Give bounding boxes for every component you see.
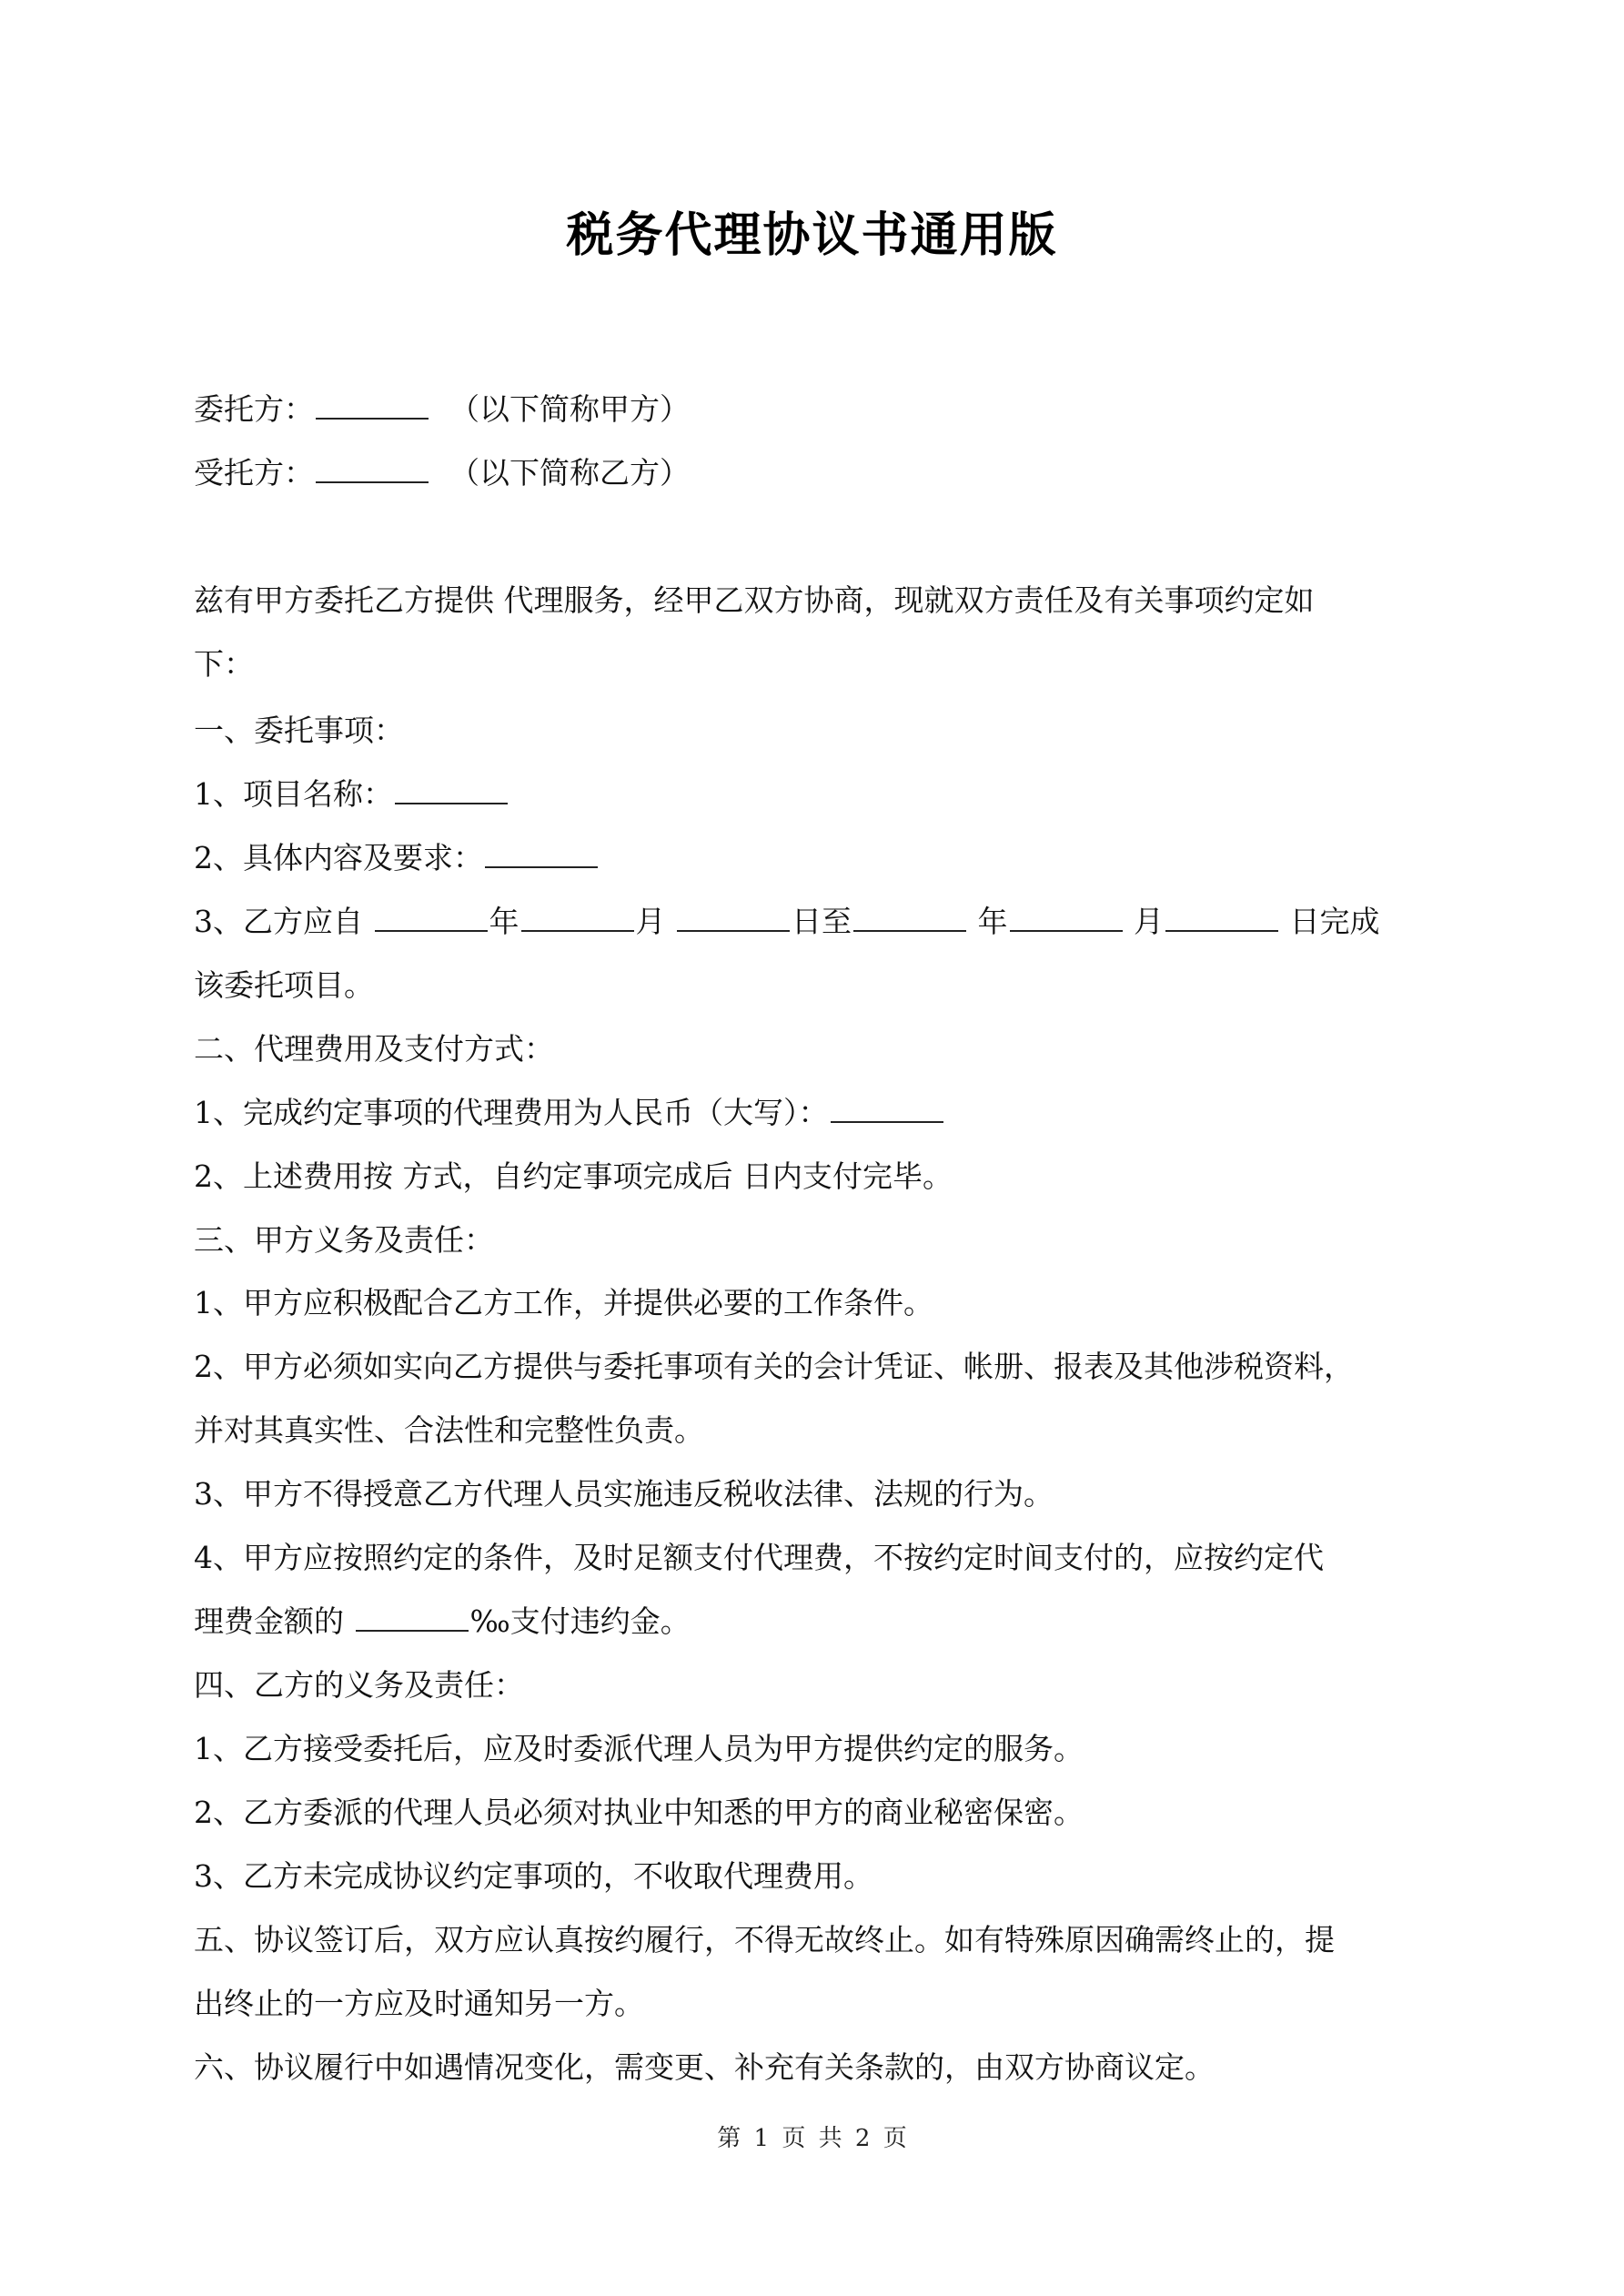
day-to-label: 日至 [792, 904, 852, 939]
section-4-heading: 四、乙方的义务及责任： [194, 1667, 524, 1703]
section-3-item-3: 3、甲方不得授意乙方代理人员实施违反税收法律、法规的行为。 [194, 1476, 1054, 1512]
section-4-item-3: 3、乙方未完成协议约定事项的，不收取代理费用。 [194, 1858, 873, 1894]
section-4-item-2: 2、乙方委派的代理人员必须对执业中知悉的甲方的商业秘密保密。 [194, 1795, 1084, 1830]
section-6-line-1: 六、协议履行中如遇情况变化，需变更、补充有关条款的，由双方协商议定。 [194, 2049, 1215, 2085]
section-5-line-2: 出终止的一方应及时通知另一方。 [194, 1986, 644, 2021]
principal-label: 委托方： [194, 391, 314, 427]
section-2-heading: 二、代理费用及支付方式： [194, 1031, 554, 1067]
section-5-line-1: 五、协议签订后，双方应认真按约履行，不得无故终止。如有特殊原因确需终止的，提 [194, 1922, 1335, 1957]
day-complete-label: 日完成 [1280, 904, 1380, 939]
agent-label: 受托方： [194, 455, 314, 491]
principal-name-blank[interactable] [316, 390, 429, 420]
agent-name-blank[interactable] [316, 454, 429, 483]
penalty-prefix: 理费金额的 [194, 1603, 354, 1639]
intro-line-2: 下： [194, 646, 254, 682]
section-2-item-2: 2、上述费用按 方式，自约定事项完成后 日内支付完毕。 [194, 1158, 953, 1194]
content-requirements-label: 2、具体内容及要求： [194, 840, 483, 875]
section-3-item-2-line-1: 2、甲方必须如实向乙方提供与委托事项有关的会计凭证、帐册、报表及其他涉税资料， [194, 1349, 1354, 1384]
intro-line-1: 兹有甲方委托乙方提供 代理服务，经甲乙双方协商，现就双方责任及有关事项约定如 [194, 582, 1315, 618]
agent-line [194, 453, 1449, 493]
start-year-blank[interactable] [375, 903, 488, 932]
agent-note: （以下简称乙方） [449, 455, 690, 491]
penalty-suffix: ‰支付违约金。 [469, 1603, 691, 1639]
month-label: 月 [1124, 904, 1164, 939]
principal-note: （以下简称甲方） [449, 391, 690, 427]
content-requirements-blank[interactable] [485, 839, 598, 868]
project-name-label: 1、项目名称： [194, 776, 393, 812]
section-1-item-3-cont: 该委托项目。 [194, 967, 374, 1003]
month-label: 月 [635, 904, 675, 939]
document-title: 税务代理协议书通用版 [566, 208, 1058, 263]
section-1-item-2 [194, 838, 1449, 878]
start-day-blank[interactable] [677, 903, 790, 932]
page-number-footer: 第 1 页 共 2 页 [717, 2125, 907, 2152]
section-2-item-1 [194, 1093, 1449, 1133]
project-name-blank[interactable] [395, 775, 508, 804]
section-1-heading: 一、委托事项： [194, 713, 404, 748]
start-month-blank[interactable] [521, 903, 634, 932]
fee-amount-blank[interactable] [831, 1094, 943, 1123]
section-3-item-1: 1、甲方应积极配合乙方工作，并提供必要的工作条件。 [194, 1285, 933, 1320]
section-1-item-1 [194, 774, 1449, 814]
year-label: 年 [968, 904, 1008, 939]
end-month-blank[interactable] [1010, 903, 1123, 932]
period-prefix: 3、乙方应自 [194, 904, 373, 939]
section-4-item-1: 1、乙方接受委托后，应及时委派代理人员为甲方提供约定的服务。 [194, 1731, 1084, 1766]
section-3-heading: 三、甲方义务及责任： [194, 1222, 494, 1258]
end-day-blank[interactable] [1165, 903, 1278, 932]
principal-line [194, 389, 1449, 430]
year-label: 年 [489, 904, 519, 939]
penalty-rate-blank[interactable] [356, 1603, 469, 1632]
section-3-item-4-line-2 [194, 1602, 1449, 1642]
section-3-item-4-line-1: 4、甲方应按照约定的条件，及时足额支付代理费，不按约定时间支付的，应按约定代 [194, 1540, 1324, 1575]
section-3-item-2-line-2: 并对其真实性、合法性和完整性负责。 [194, 1412, 704, 1448]
section-1-item-3 [194, 902, 1449, 942]
end-year-blank[interactable] [853, 903, 966, 932]
fee-label: 1、完成约定事项的代理费用为人民币（大写）： [194, 1095, 829, 1130]
